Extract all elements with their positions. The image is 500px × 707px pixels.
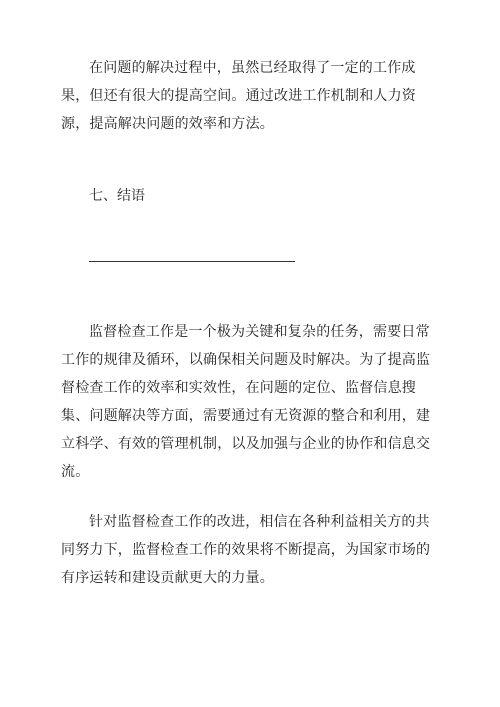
- body-paragraph: 在问题的解决过程中，虽然已经取得了一定的工作成果，但还有很大的提高空间。通过改进工作机制和人力资源，提高解决问题的效率和方法。: [61, 60, 416, 132]
- body-paragraph: 监督检查工作是一个极为关键和复杂的任务，需要日常工作的规律及循环，以确保相关问题及时解决。为了提高监督检查工作的效率和实效性，在问题的定位、监督信息搜集、问题解决等方面，需要通过有无资源的整合和利用，建立科学、有效的管理机制，以及加强与企业的协作和信息交流。: [61, 324, 431, 480]
- horizontal-rule: [89, 261, 295, 262]
- section-heading: 七、结语: [89, 188, 145, 204]
- body-paragraph: 针对监督检查工作的改进，相信在各种利益相关方的共同努力下，监督检查工作的效果将不断提高，为国家市场的有序运转和建设贡献更大的力量。: [61, 514, 431, 586]
